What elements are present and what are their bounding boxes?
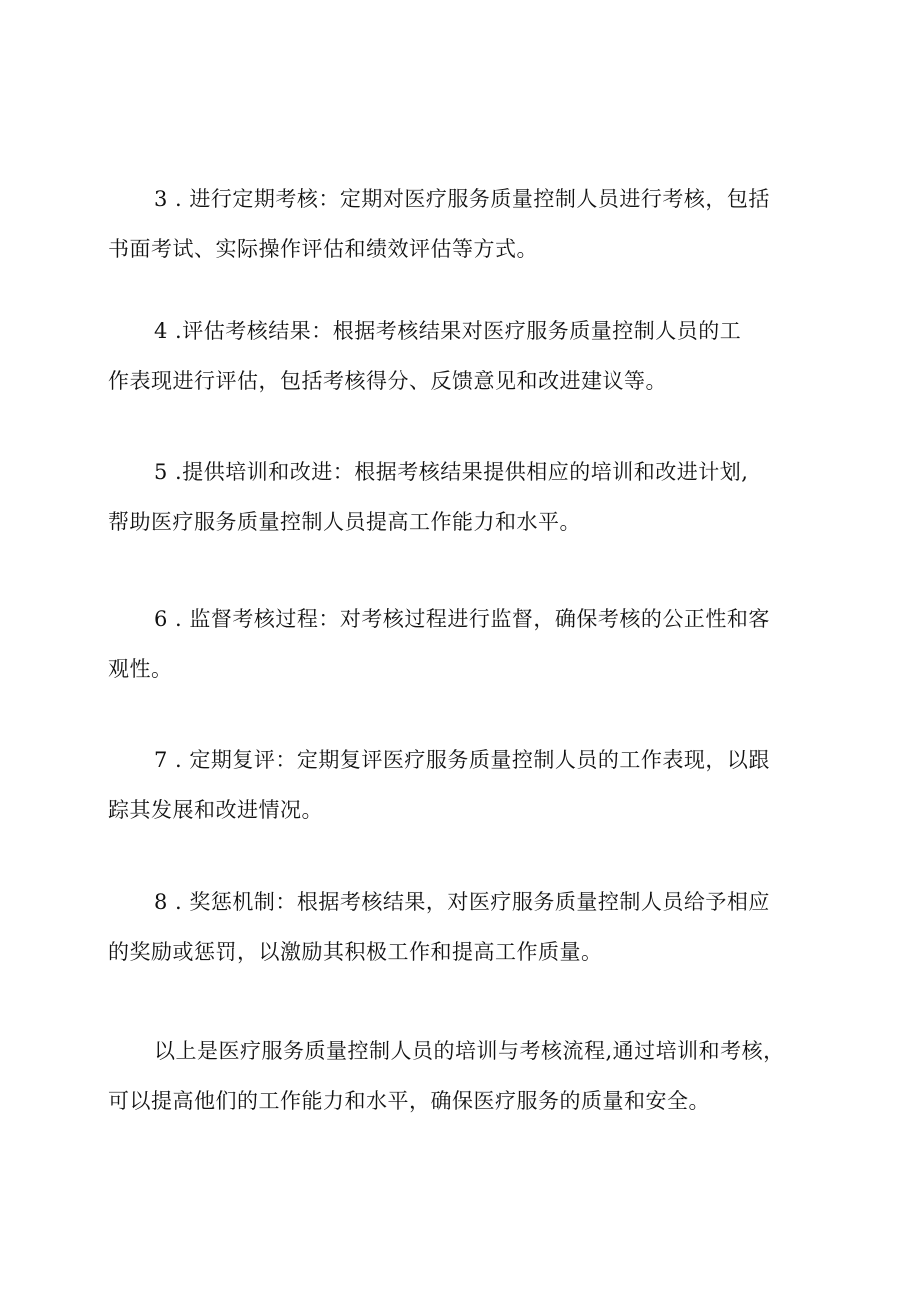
paragraph-line: 3 . 进行定期考核：定期对医疗服务质量控制人员进行考核，包括 [154, 187, 770, 211]
paragraph-line: 4 .评估考核结果：根据考核结果对医疗服务质量控制人员的工 [154, 319, 742, 343]
paragraph-item-7 [108, 735, 828, 835]
paragraph-line: 帮助医疗服务质量控制人员提高工作能力和水平。 [108, 510, 581, 534]
paragraph-item-3 [108, 174, 828, 274]
paragraph-line: 作表现进行评估，包括考核得分、反馈意见和改进建议等。 [108, 369, 667, 393]
paragraph-line: 踪其发展和改进情况。 [108, 798, 323, 822]
paragraph-line: 6 . 监督考核过程：对考核过程进行监督，确保考核的公正性和客 [154, 607, 770, 631]
paragraph-line: 7 . 定期复评：定期复评医疗服务质量控制人员的工作表现，以跟 [154, 748, 770, 772]
paragraph-item-6 [108, 594, 828, 694]
paragraph-item-4 [108, 306, 828, 406]
paragraph-item-8 [108, 877, 828, 977]
paragraph-line: 的奖励或惩罚，以激励其积极工作和提高工作质量。 [108, 940, 603, 964]
paragraph-summary [108, 1026, 828, 1126]
paragraph-line: 观性。 [108, 657, 173, 681]
paragraph-line: 5 .提供培训和改进：根据考核结果提供相应的培训和改进计划, [154, 460, 749, 484]
paragraph-item-5 [108, 447, 828, 547]
paragraph-line: 可以提高他们的工作能力和水平，确保医疗服务的质量和安全。 [108, 1089, 710, 1113]
paragraph-line: 书面考试、实际操作评估和绩效评估等方式。 [108, 237, 538, 261]
paragraph-line: 以上是医疗服务质量控制人员的培训与考核流程,通过培训和考核， [154, 1039, 785, 1063]
paragraph-line: 8 . 奖惩机制：根据考核结果，对医疗服务质量控制人员给予相应 [154, 890, 770, 914]
